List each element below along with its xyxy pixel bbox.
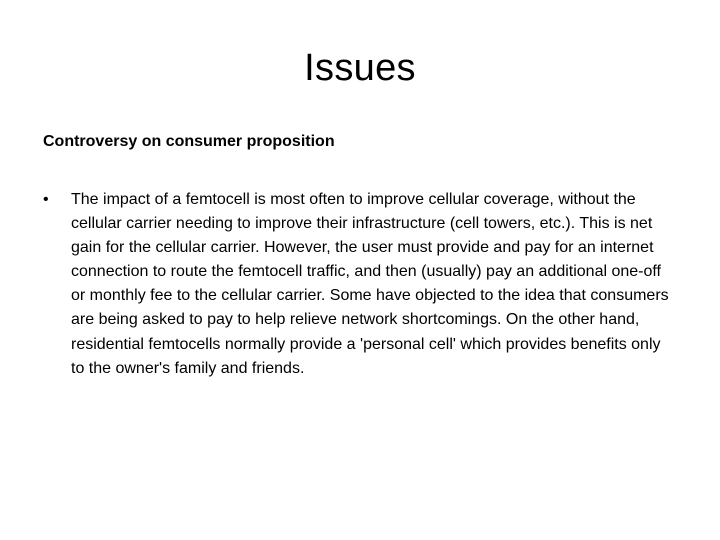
slide-title: Issues	[304, 47, 416, 89]
bullet-list	[43, 188, 675, 381]
subheading: Controversy on consumer proposition	[43, 133, 335, 150]
bullet-icon: •	[43, 191, 49, 208]
bullet-item	[43, 188, 675, 381]
bullet-text: The impact of a femtocell is most often to improve cellular coverage, without the cellular carrier needing to improve their infrastructure (cell towers, etc.). This is net gain for the cellular carrier. However, the user must provide and pay for an internet connection to route the femtocell traffic, and then (usually) pay an additional one-off or monthly fee to the cellular carrier. Some have objected to the idea that consumers are being asked to pay to help relieve network shortcomings. On the other hand, residential femtocells normally provide a 'personal cell' which provides benefits only to the owner's family and friends.	[71, 191, 669, 377]
